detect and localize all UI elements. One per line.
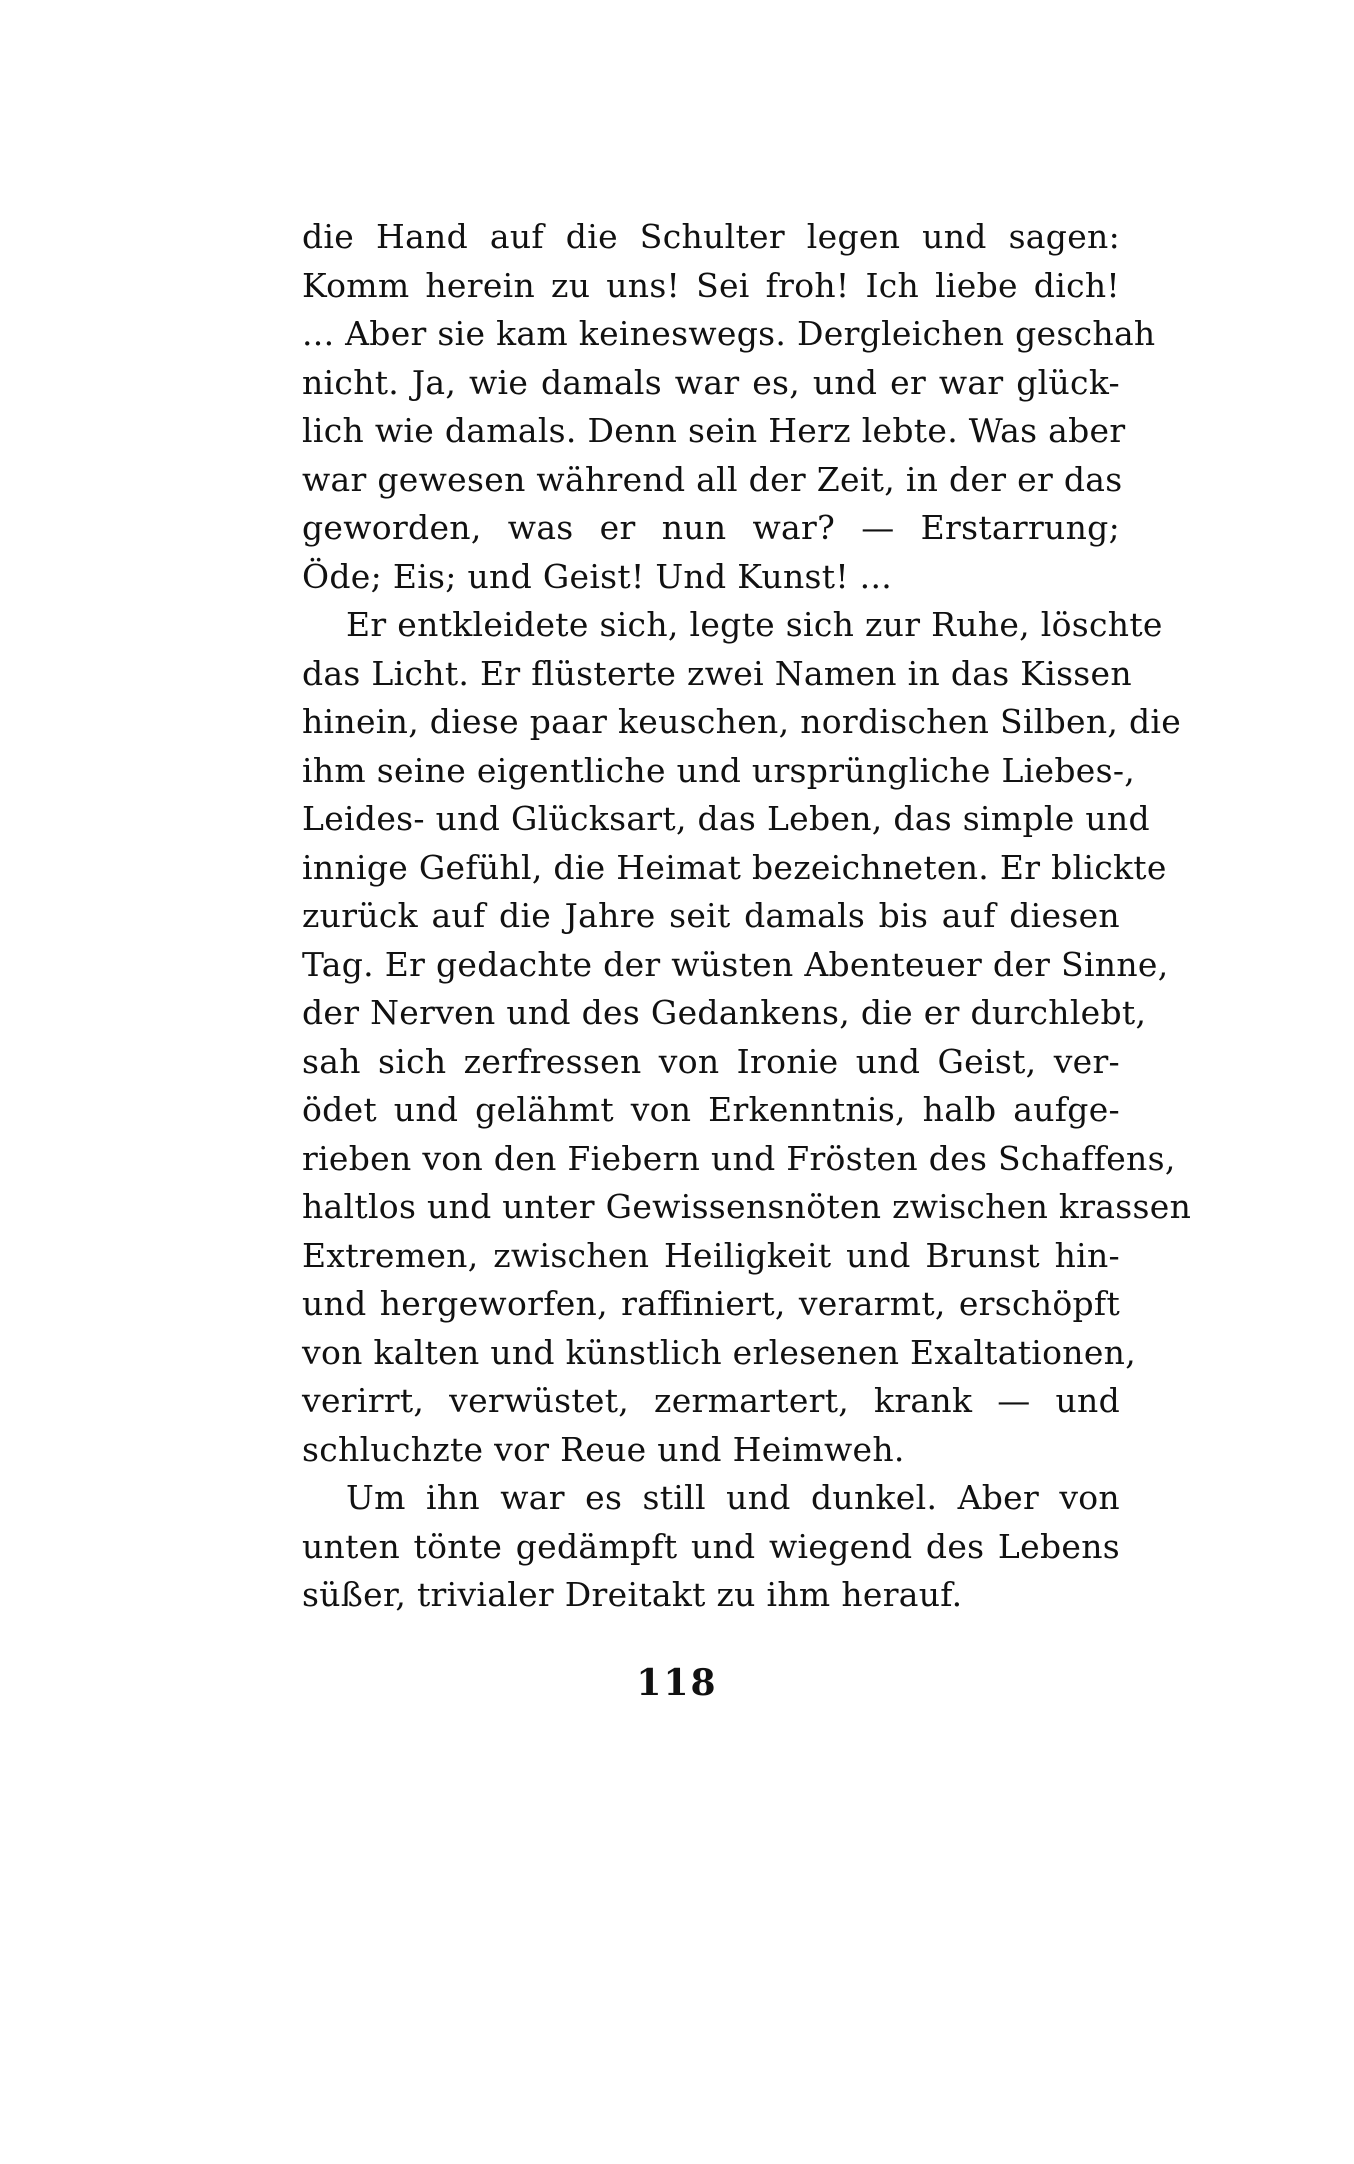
text-line: das Licht. Er flüsterte zwei Namen in das Kissen <box>302 653 1132 693</box>
text-line: geworden, was er nun war? — Erstarrung; <box>302 508 1120 547</box>
text-line: Öde; Eis; und Geist! Und Kunst! ... <box>302 556 893 596</box>
text-line: unten tönte gedämpft und wiegend des Lebens <box>302 1526 1120 1566</box>
text-line: lich wie damals. Denn sein Herz lebte. Was aber <box>302 411 1126 450</box>
text-line: Um ihn war es still und dunkel. Aber von <box>346 1478 1120 1517</box>
paragraph-3 <box>302 1474 1120 1620</box>
paragraph-1 <box>302 213 1156 601</box>
text-line: ... Aber sie kam keineswegs. Dergleichen geschah <box>302 314 1156 353</box>
text-line: die Hand auf die Schulter legen und sagen: <box>302 217 1120 256</box>
text-line: Extremen, zwischen Heiligkeit und Brunst hin- <box>302 1235 1120 1275</box>
text-line: Leides- und Glücksart, das Leben, das simple und <box>302 799 1150 838</box>
text-line: ödet und gelähmt von Erkenntnis, halb aufge- <box>302 1090 1120 1129</box>
text-line: nicht. Ja, wie damals war es, und er war glück- <box>302 362 1120 402</box>
page-number: 118 <box>636 1662 718 1704</box>
text-line: Tag. Er gedachte der wüsten Abenteuer der Sinne, <box>302 944 1169 984</box>
text-line: und hergeworfen, raffiniert, verarmt, erschöpft <box>302 1284 1120 1323</box>
text-line: sah sich zerfressen von Ironie und Geist, ver- <box>302 1041 1120 1081</box>
paragraph-2 <box>302 601 1192 1474</box>
text-line: von kalten und künstlich erlesenen Exaltationen, <box>302 1332 1137 1372</box>
text-line: hinein, diese paar keuschen, nordischen Silben, die <box>302 702 1182 741</box>
text-line: ihm seine eigentliche und ursprüngliche Liebes-, <box>302 750 1136 790</box>
text-line: Er entkleidete sich, legte sich zur Ruhe, löschte <box>346 605 1163 644</box>
text-line: schluchzte vor Reue und Heimweh. <box>302 1429 905 1469</box>
text-line: war gewesen während all der Zeit, in der er das <box>302 459 1123 499</box>
text-line: verirrt, verwüstet, zermartert, krank — und <box>302 1381 1120 1420</box>
text-line: innige Gefühl, die Heimat bezeichneten. Er blickte <box>302 847 1167 887</box>
text-line: Komm herein zu uns! Sei froh! Ich liebe dich! <box>302 265 1120 305</box>
text-line: der Nerven und des Gedankens, die er durchlebt, <box>302 993 1147 1032</box>
body-text <box>302 213 1192 1620</box>
text-line: süßer, trivialer Dreitakt zu ihm herauf. <box>302 1575 963 1614</box>
text-line: zurück auf die Jahre seit damals bis auf diesen <box>302 896 1120 935</box>
text-line: rieben von den Fiebern und Frösten des Schaffens, <box>302 1138 1176 1178</box>
text-line: haltlos und unter Gewissensnöten zwischen krassen <box>302 1187 1192 1226</box>
